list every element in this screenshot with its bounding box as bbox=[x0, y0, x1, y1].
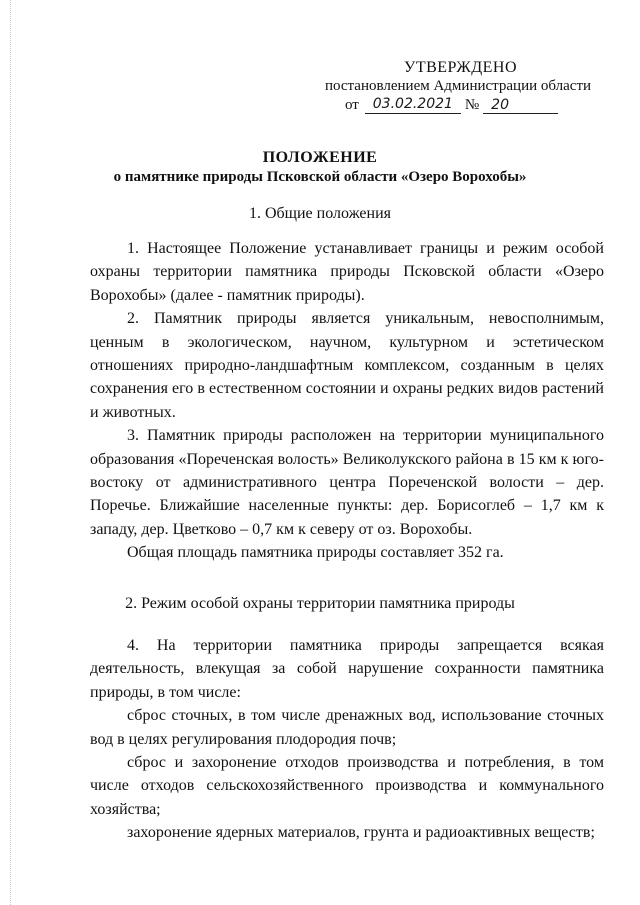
from-label: от bbox=[345, 97, 359, 113]
paragraph: Общая площадь памятника природы составляет 352 га. bbox=[127, 544, 504, 562]
section-2-body bbox=[90, 634, 604, 845]
paragraph: 1. Настоящее Положение устанавливает границы и режим особой охраны территории памятника природы Псковской области «Озеро Ворохобы» (далее - памятник природы). bbox=[90, 240, 604, 304]
section-1-heading: 1. Общие положения bbox=[248, 205, 392, 222]
number-sign: № bbox=[464, 97, 480, 113]
approval-title: УТВЕРЖДЕНО bbox=[404, 59, 518, 76]
handwritten-number: 20 bbox=[483, 97, 558, 114]
approval-dateline bbox=[345, 96, 558, 114]
section-2-heading: 2. Режим особой охраны территории памятника природы bbox=[125, 595, 515, 612]
handwritten-date: 03.02.2021 bbox=[365, 96, 461, 114]
document-subtitle: о памятнике природы Псковской области «Озеро Ворохобы» bbox=[113, 169, 527, 185]
approval-by: постановлением Администрации области bbox=[325, 78, 592, 94]
section-1-body bbox=[90, 237, 604, 565]
paragraph: 3. Памятник природы расположен на территории муниципального образования «Пореченская волость» Великолукского района в 15 км к юго-востоку от административного центра Пореченской волости – дер. Поречье. Ближайшие населенные пункты: дер. Борисоглеб – 1,7 км к западу, дер. Цветково – 0,7 км к северу от оз. Ворохобы. bbox=[90, 427, 604, 538]
scan-edge-line bbox=[10, 0, 11, 905]
document-title: ПОЛОЖЕНИЕ bbox=[262, 149, 378, 166]
paragraph: 2. Памятник природы является уникальным, невосполнимым, ценным в экологическом, научном, культурном и эстетическом отношениях природно-ландшафтным комплексом, созданным в целях сохранения его в естественном состоянии и охраны редких видов растений и животных. bbox=[90, 310, 604, 421]
paragraph: захоронение ядерных материалов, грунта и радиоактивных веществ; bbox=[127, 824, 595, 842]
paragraph: 4. На территории памятника природы запрещается всякая деятельность, влекущая за собой нарушение сохранности памятника природы, в том числе: bbox=[90, 637, 604, 701]
paragraph: сброс сточных, в том числе дренажных вод, использование сточных вод в целях регулирования плодородия почв; bbox=[90, 707, 604, 748]
paragraph: сброс и захоронение отходов производства и потребления, в том числе отходов сельскохозяйственного производства и коммунального хозяйства; bbox=[90, 754, 604, 818]
